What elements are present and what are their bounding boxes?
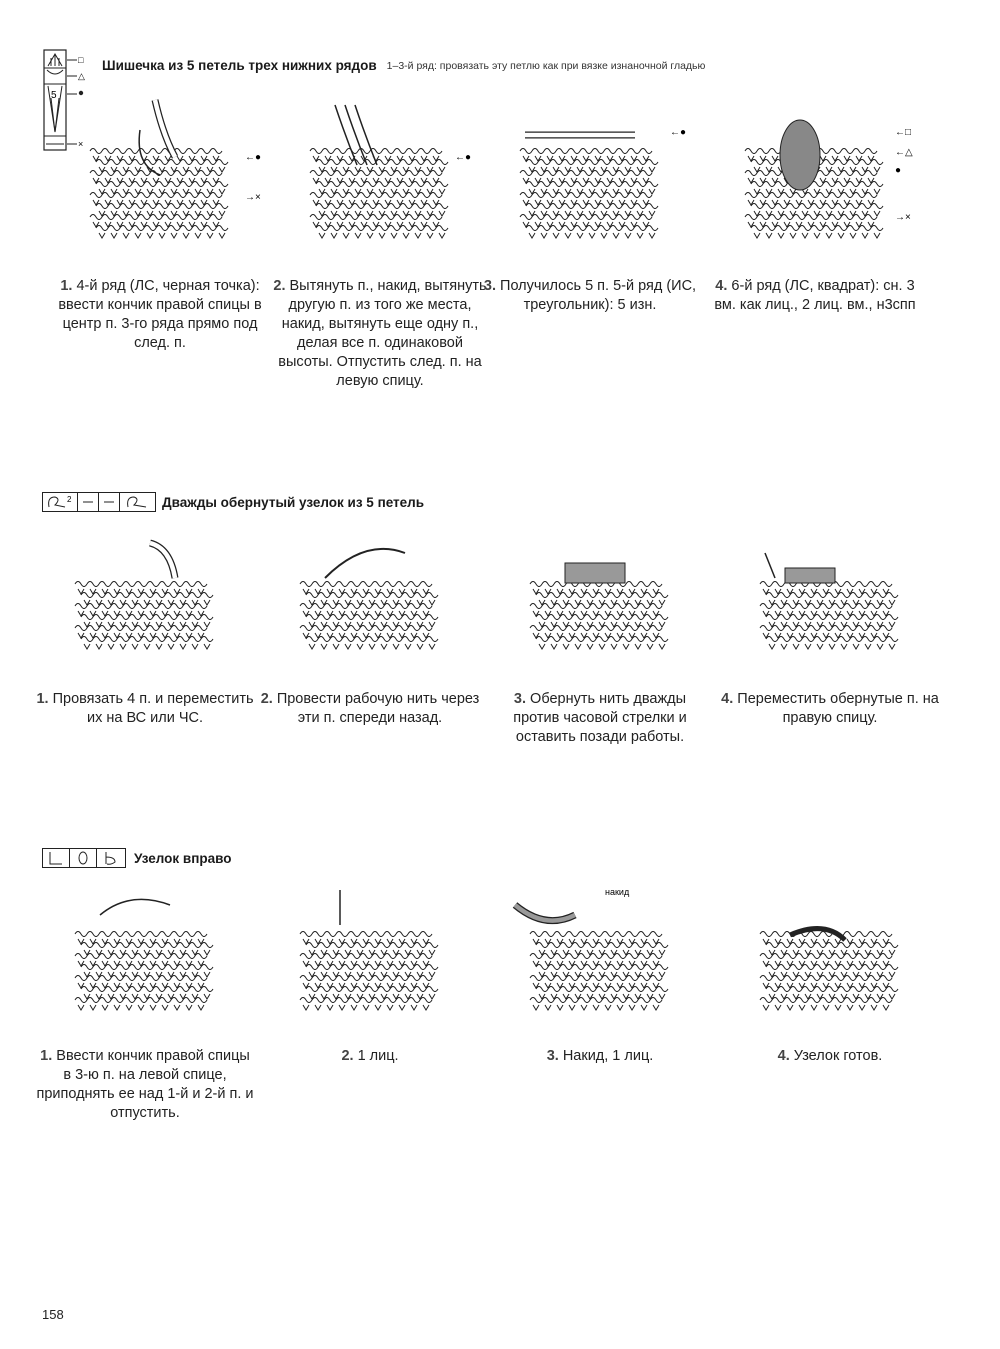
- svg-text:△: △: [78, 71, 85, 81]
- section-title: Узелок вправо: [134, 850, 232, 866]
- stitch-symbol: [42, 492, 156, 512]
- step-4: [720, 538, 940, 728]
- step-1: [50, 95, 270, 353]
- illustration-knit: [725, 538, 935, 668]
- step-caption: 4. Узелок готов.: [777, 1048, 883, 1064]
- page-number: 158: [42, 1307, 64, 1322]
- svg-text:←●: ←●: [455, 152, 472, 163]
- svg-text:×: ×: [78, 139, 84, 149]
- step-caption: 3. Накид, 1 лиц.: [546, 1048, 654, 1064]
- section-title: Дважды обернутый узелок из 5 петель: [162, 494, 425, 510]
- chart-number: 5: [51, 90, 57, 101]
- illustration-knit: [710, 95, 920, 255]
- svg-text:→×: →×: [245, 192, 261, 203]
- section-wrapped-knot: [0, 480, 1000, 780]
- section-title: Шишечка из 5 петель трех нижних рядов: [102, 58, 377, 73]
- step-caption: 2. Провести рабочую нить через эти п. спереди назад.: [260, 691, 480, 726]
- illustration-knit: [55, 95, 265, 255]
- svg-text:←□: ←□: [895, 127, 912, 138]
- step-caption: 2. 1 лиц.: [341, 1048, 399, 1064]
- section-bobble: [0, 0, 1000, 420]
- step-3: [490, 885, 710, 1066]
- step-1: [35, 885, 255, 1123]
- illustration-knit: [725, 885, 935, 1025]
- step-3: [490, 538, 710, 747]
- step-3: [480, 95, 700, 315]
- step-2: [260, 885, 480, 1066]
- svg-text:→×: →×: [895, 212, 911, 223]
- stitch-symbol: [42, 848, 126, 868]
- illustration-knit: [495, 885, 705, 1025]
- svg-text:2: 2: [67, 495, 72, 504]
- illustration-knit: [495, 538, 705, 668]
- step-1: [35, 538, 255, 728]
- illustration-knit: [485, 95, 695, 255]
- section-subtitle: 1–3-й ряд: провязать эту петлю как при вязке изнаночной гладью: [386, 59, 706, 72]
- step-caption: 4. Переместить обернутые п. на правую спицу.: [721, 691, 939, 726]
- step-caption: 3. Обернуть нить дважды против часовой стрелки и оставить позади работы.: [513, 691, 687, 745]
- svg-text:□: □: [78, 55, 84, 65]
- step-caption: 1. 4-й ряд (ЛС, черная точка): ввести кончик правой спицы в центр п. 3-го ряда прямо под след. п.: [58, 278, 262, 351]
- step-caption: 4. 6-й ряд (ЛС, квадрат): сн. 3 вм. как лиц., 2 лиц. вм., н3спп: [714, 278, 916, 313]
- illustration-knit: [265, 538, 475, 668]
- step-2: [260, 538, 480, 728]
- svg-text:←●: ←●: [245, 152, 262, 163]
- illustration-knit: [40, 885, 250, 1025]
- step-caption: 1. Ввести кончик правой спицы в 3-ю п. на левой спице, приподнять ее над 1-й и 2-й п. и отпустить.: [36, 1048, 254, 1121]
- illustration-knit: [275, 95, 485, 255]
- step-caption: 3. Получилось 5 п. 5-й ряд (ИС, треугольник): 5 изн.: [483, 278, 697, 313]
- section-knot-right: [0, 840, 1000, 1140]
- svg-text:←●: ←●: [670, 127, 687, 138]
- svg-text:←△: ←△: [895, 147, 913, 158]
- step-4: [720, 885, 940, 1066]
- step-4: [705, 95, 925, 315]
- yarn-over-label: накид: [605, 887, 630, 897]
- step-caption: 2. Вытянуть п., накид, вытянуть другую п. из того же места, накид, вытянуть еще одну п., делая все п. одинаковой высоты. Отпустить след. п. на левую спицу.: [273, 278, 487, 389]
- step-caption: 1. Провязать 4 п. и переместить их на ВС или ЧС.: [36, 691, 254, 726]
- illustration-knit: [40, 538, 250, 668]
- step-2: [270, 95, 490, 391]
- illustration-knit: [265, 885, 475, 1025]
- svg-text:●: ●: [895, 165, 902, 176]
